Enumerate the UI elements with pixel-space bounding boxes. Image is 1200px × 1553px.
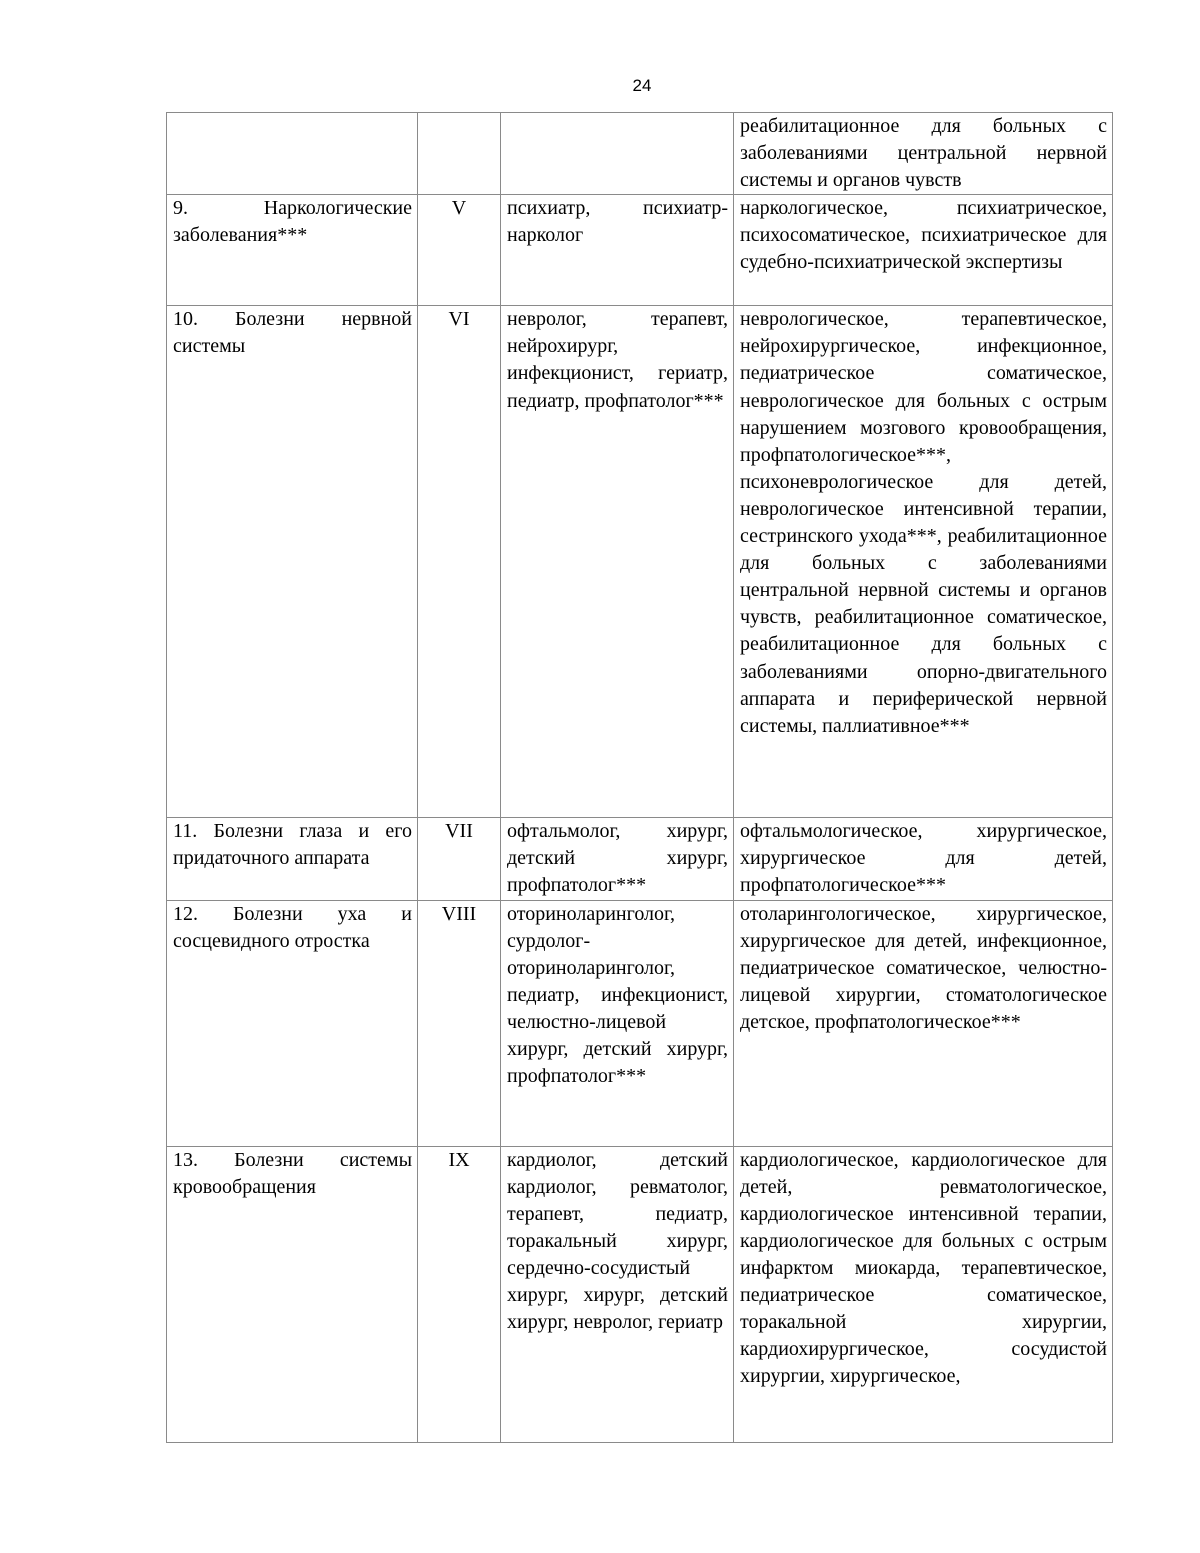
disease-cell [167, 306, 418, 818]
class-cell [418, 818, 501, 900]
departments-cell [734, 818, 1113, 900]
specialists-cell [501, 195, 734, 306]
specialists-cell [501, 113, 734, 195]
specialists-cell [501, 900, 734, 1146]
class-text: IX [448, 1148, 470, 1171]
table-row [167, 306, 1113, 818]
class-text: VI [448, 308, 470, 331]
departments-cell [734, 900, 1113, 1146]
disease-text: 9. Наркологические заболевания*** [173, 197, 412, 247]
disease-cell [167, 1146, 418, 1442]
class-text: V [451, 197, 467, 220]
class-cell [418, 1146, 501, 1442]
class-cell [418, 113, 501, 195]
table-row [167, 195, 1113, 306]
page-number: 24 [632, 76, 652, 95]
disease-text: 11. Болезни глаза и его придаточного аппарата [173, 820, 412, 870]
departments-text: кардиологическое, кардиологическое для детей, ревматологическое, кардиологическое интенсивной терапии, кардиологическое для больных с острым инфарктом миокарда, терапевтическое, педиатрическое соматическое, торакальной хирургии, кардиохирургическое, сосудистой хирургии, хирургическое, [740, 1148, 1107, 1388]
departments-text: неврологическое, терапевтическое, нейрохирургическое, инфекционное, педиатрическое соматическое, неврологическое для больных с острым нарушением мозгового кровообращения, профпатологическое***, психоневрологическое для детей, неврологическое интенсивной терапии, сестринского ухода***, реабилитационное для больных с заболеваниями центральной нервной системы и органов чувств, реабилитационное соматическое, реабилитационное для больных с заболеваниями опорно-двигательного аппарата и периферической нервной системы, паллиативное*** [740, 308, 1107, 737]
specialists-text: невролог, терапевт, нейрохирург, инфекционист, гериатр, педиатр, профпатолог*** [507, 308, 728, 412]
disease-text: 13. Болезни системы кровообращения [173, 1148, 412, 1198]
specialists-text: оториноларинголог, сурдолог-оториноларинголог, педиатр, инфекционист, челюстно-лицевой хирург, детский хирург, профпатолог*** [507, 902, 728, 1088]
departments-cell [734, 113, 1113, 195]
table-row [167, 818, 1113, 900]
departments-cell [734, 1146, 1113, 1442]
disease-cell [167, 900, 418, 1146]
disease-cell [167, 113, 418, 195]
table-row [167, 900, 1113, 1146]
specialists-text: офтальмолог, хирург, детский хирург, профпатолог*** [507, 820, 728, 897]
departments-text: реабилитационное для больных с заболеваниями центральной нервной системы и органов чувств [740, 115, 1107, 192]
specialists-text: психиатр, психиатр-нарколог [507, 197, 728, 247]
specialists-cell [501, 818, 734, 900]
table-row [167, 1146, 1113, 1442]
departments-cell [734, 195, 1113, 306]
class-cell [418, 195, 501, 306]
class-cell [418, 900, 501, 1146]
class-cell [418, 306, 501, 818]
departments-text: офтальмологическое, хирургическое, хирургическое для детей, профпатологическое*** [740, 820, 1107, 897]
disease-text: 12. Болезни уха и сосцевидного отростка [173, 902, 412, 952]
disease-cell [167, 818, 418, 900]
table-row [167, 113, 1113, 195]
specialists-text: кардиолог, детский кардиолог, ревматолог, терапевт, педиатр, торакальный хирург, сердечно-сосудистый хирург, хирург, детский хирург, невролог, гериатр [507, 1148, 728, 1334]
disease-text: 10. Болезни нервной системы [173, 308, 412, 358]
specialists-cell [501, 306, 734, 818]
class-text: VIII [441, 902, 477, 925]
specialists-cell [501, 1146, 734, 1442]
departments-text: наркологическое, психиатрическое, психосоматическое, психиатрическое для судебно-психиатрической экспертизы [740, 197, 1107, 274]
departments-cell [734, 306, 1113, 818]
disease-cell [167, 195, 418, 306]
class-text: VII [445, 820, 473, 843]
departments-text: отоларингологическое, хирургическое, хирургическое для детей, инфекционное, педиатрическое соматическое, челюстно- лицевой хирургии, стоматологическое детское, профпатологическое*** [740, 902, 1107, 1033]
medical-profile-table [166, 112, 1113, 1443]
